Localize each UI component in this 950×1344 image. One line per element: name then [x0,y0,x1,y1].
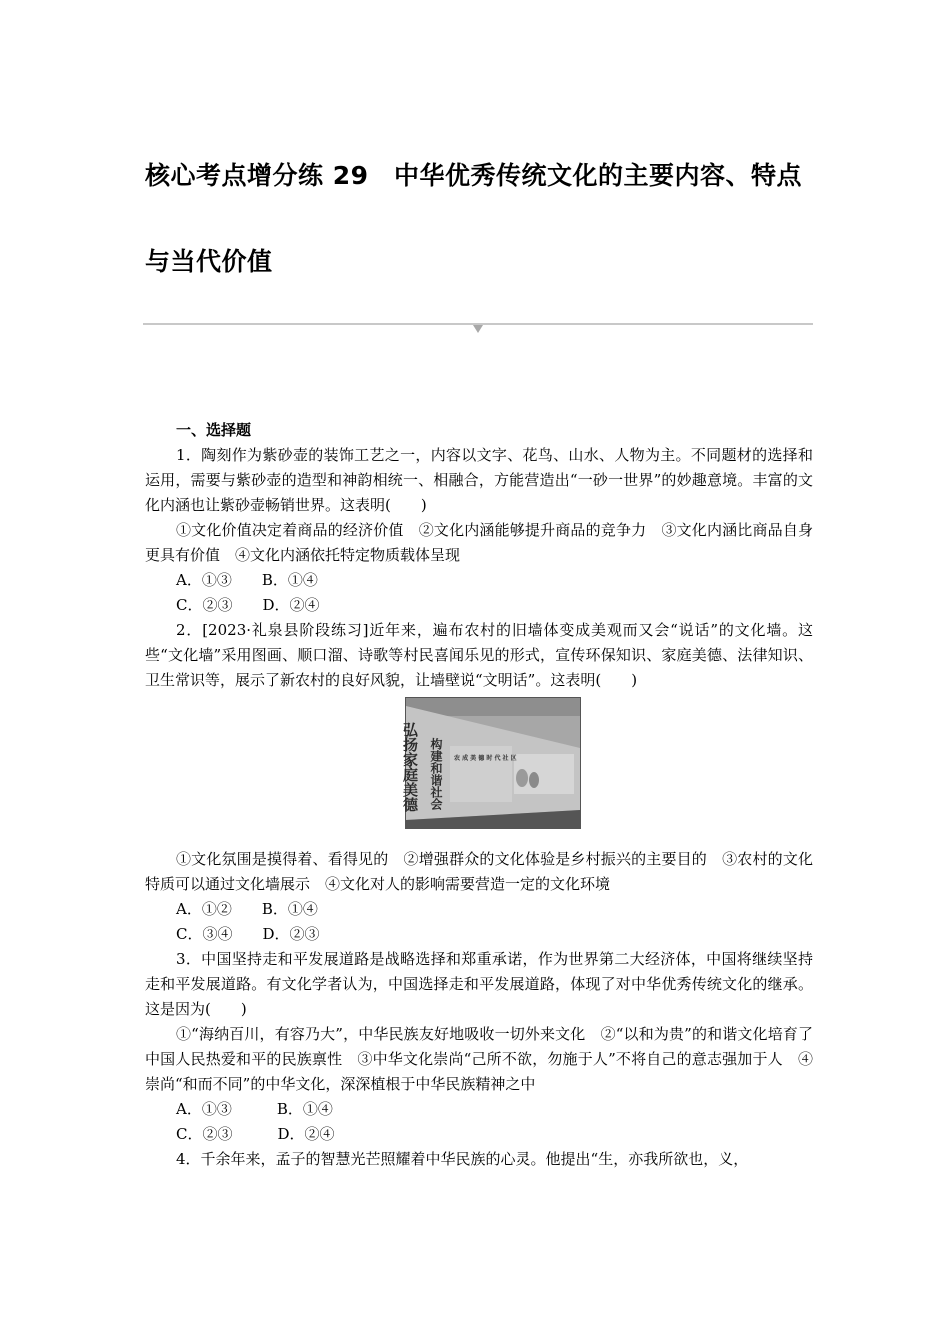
wall-slogan-side: 构建和谐社会 [429,738,443,810]
question-3-options-cd[interactable]: C．②③ D．②④ [176,1125,335,1143]
wall-slogan-main: 弘扬家庭美德 [401,722,419,812]
question-1-statements: ①文化价值决定着商品的经济价值 ②文化内涵能够提升商品的竞争力 ③文化内涵比商品自身更具有价值 ④文化内涵依托特定物质载体呈现 [145,521,813,564]
question-3-statements: ①“海纳百川，有容乃大”，中华民族友好地吸收一切外来文化 ②“以和为贵”的和谐文化培育了中国人民热爱和平的民族禀性 ③中华文化崇尚“己所不欲，勿施于人”不将自己的意志强加于人 ④崇尚“和而不同”的中华文化，深深植根于中华民族精神之中 [145,1025,813,1093]
page-title-line-2: 与当代价值 [145,247,273,276]
question-1-options-ab[interactable]: A．①③ B．①④ [176,571,318,589]
page-title-line-1: 核心考点增分练 29 中华优秀传统文化的主要内容、特点 [145,161,802,190]
question-3-options-ab[interactable]: A．①③ B．①④ [176,1100,333,1118]
question-4-stem: 4．千余年来，孟子的智慧光芒照耀着中华民族的心灵。他提出“生，亦我所欲也，义， [176,1150,749,1168]
question-2-options-cd[interactable]: C．③④ D．②③ [176,925,320,943]
section-heading: 一、选择题 [176,421,252,439]
divider-triangle-icon [473,325,483,333]
wall-board-title: 农 成 美 德 时 代 社 区 [454,755,517,762]
culture-wall-illustration [401,698,580,828]
question-2-statements: ①文化氛围是摸得着、看得见的 ②增强群众的文化体验是乡村振兴的主要目的 ③农村的文化特质可以通过文化墙展示 ④文化对人的影响需要营造一定的文化环境 [145,850,813,893]
question-2-stem: 2．[2023·礼泉县阶段练习]近年来，遍布农村的旧墙体变成美观而又会“说话”的文化墙。这些“文化墙”采用图画、顺口溜、诗歌等村民喜闻乐见的形式，宣传环保知识、家庭美德、法律知识、卫生常识等，展示了新农村的良好风貌，让墙壁说“文明话”。这表明( ) [145,621,813,689]
question-1-options-cd[interactable]: C．②③ D．②④ [176,596,320,614]
question-list [145,418,813,1172]
culture-wall-photo [401,697,581,829]
culture-wall-photo-container [145,697,813,845]
question-2-options-ab[interactable]: A．①② B．①④ [176,900,318,918]
question-3-stem: 3．中国坚持走和平发展道路是战略选择和郑重承诺，作为世界第二大经济体，中国将继续坚持走和平发展道路。有文化学者认为，中国选择走和平发展道路，体现了对中华优秀传统文化的继承。这是因为( ) [145,950,813,1018]
question-1-stem: 1．陶刻作为紫砂壶的装饰工艺之一，内容以文字、花鸟、山水、人物为主。不同题材的选择和运用，需要与紫砂壶的造型和神韵相统一、相融合，方能营造出“一砂一世界”的妙趣意境。丰富的文化内涵也让紫砂壶畅销世界。这表明( ) [145,446,813,514]
